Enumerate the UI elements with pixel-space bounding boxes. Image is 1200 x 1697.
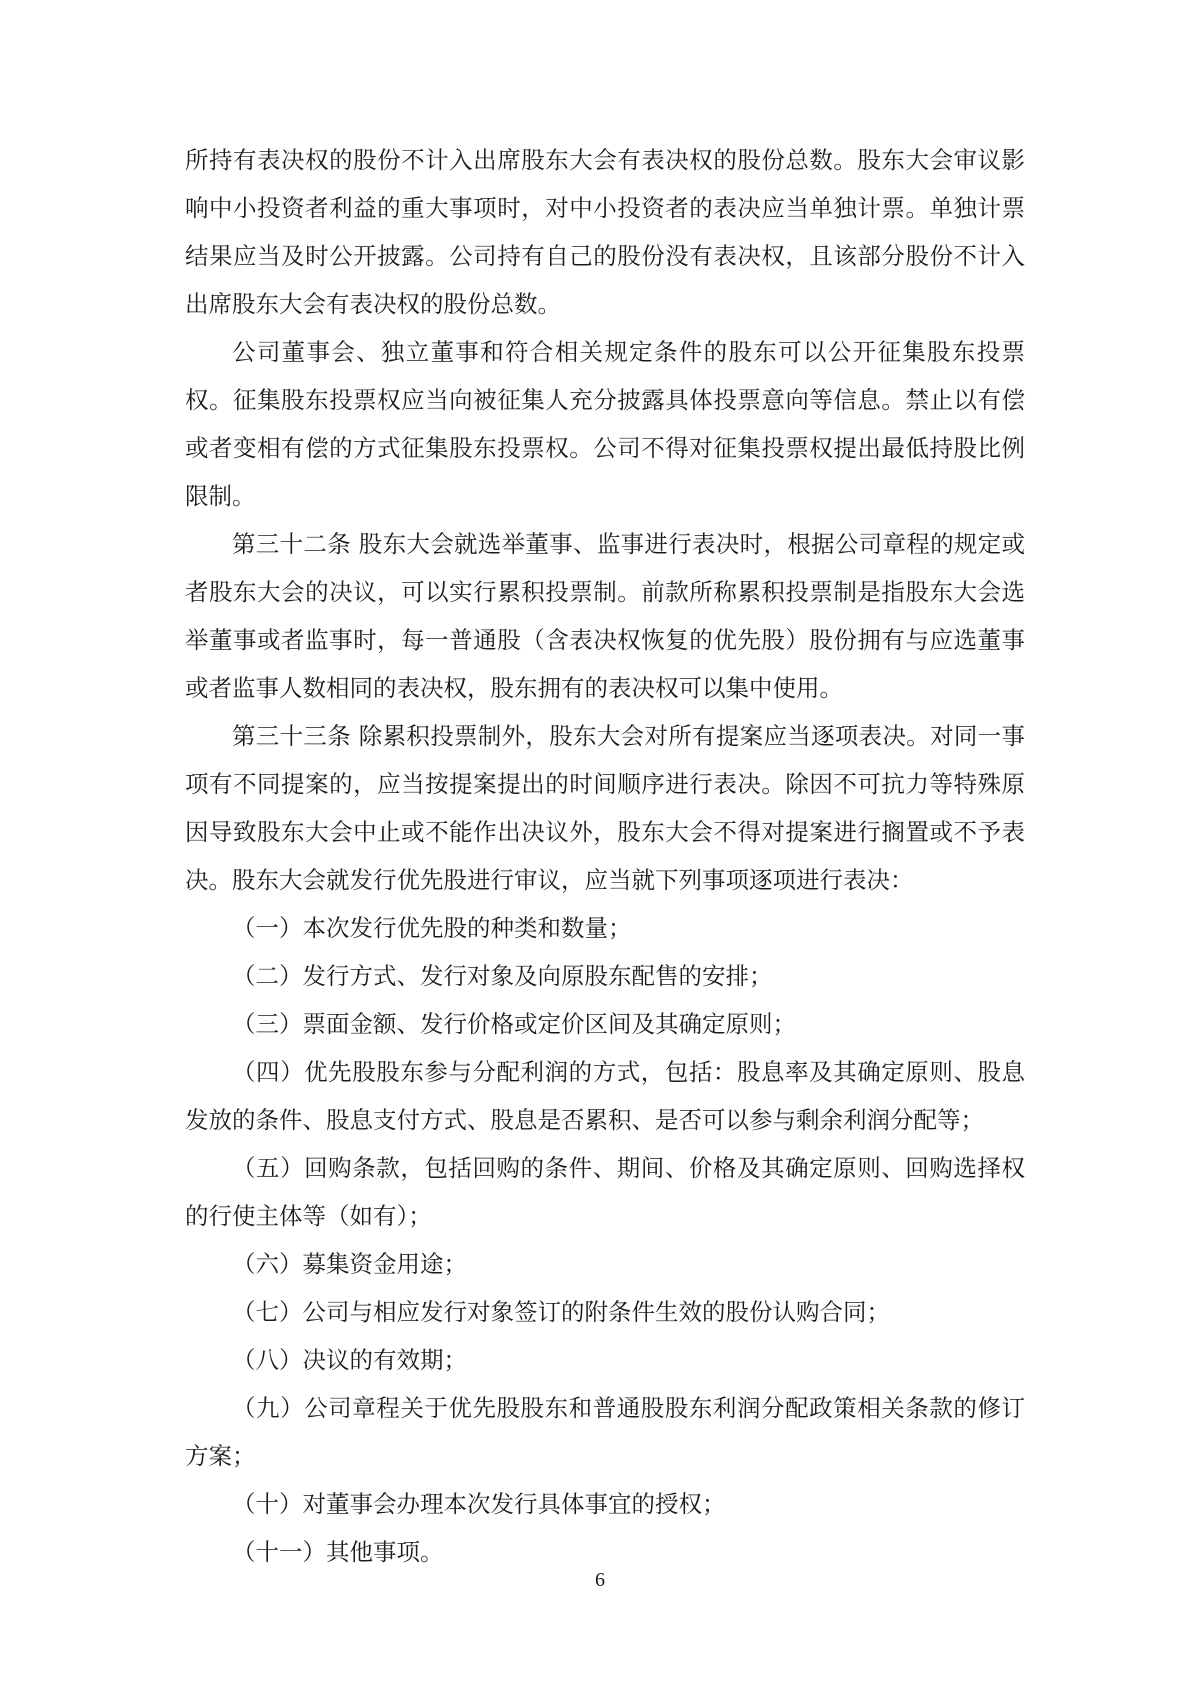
list-item-11: （十一）其他事项。 [232, 1538, 444, 1566]
page-number: 6 [595, 1569, 605, 1591]
paragraph-article-33: 第三十三条 除累积投票制外，股东大会对所有提案应当逐项表决。对同一事项有不同提案的，应当按提案提出的时间顺序进行表决。除因不可抗力等特殊原因导致股东大会中止或不能作出决议外，股东大会不得对提案进行搁置或不予表决。股东大会就发行优先股进行审议，应当就下列事项逐项进行表决： [185, 722, 1025, 894]
document-body [185, 136, 1025, 1576]
list-item-4: （四）优先股股东参与分配利润的方式，包括：股息率及其确定原则、股息发放的条件、股息支付方式、股息是否累积、是否可以参与剩余利润分配等； [185, 1058, 1025, 1134]
paragraph-article-32: 第三十二条 股东大会就选举董事、监事进行表决时，根据公司章程的规定或者股东大会的决议，可以实行累积投票制。前款所称累积投票制是指股东大会选举董事或者监事时，每一普通股（含表决权恢复的优先股）股份拥有与应选董事或者监事人数相同的表决权，股东拥有的表决权可以集中使用。 [185, 530, 1025, 702]
list-item-1: （一）本次发行优先股的种类和数量； [232, 914, 632, 942]
list-item-9: （九）公司章程关于优先股股东和普通股股东利润分配政策相关条款的修订方案； [185, 1394, 1025, 1470]
list-item-10: （十）对董事会办理本次发行具体事宜的授权； [232, 1490, 726, 1518]
list-item-6: （六）募集资金用途； [232, 1250, 467, 1278]
list-item-7: （七）公司与相应发行对象签订的附条件生效的股份认购合同； [232, 1298, 890, 1326]
paragraph-continuation: 所持有表决权的股份不计入出席股东大会有表决权的股份总数。股东大会审议影响中小投资者利益的重大事项时，对中小投资者的表决应当单独计票。单独计票结果应当及时公开披露。公司持有自己的股份没有表决权，且该部分股份不计入出席股东大会有表决权的股份总数。 [185, 146, 1025, 318]
list-item-8: （八）决议的有效期； [232, 1346, 467, 1374]
paragraph-vote-solicitation: 公司董事会、独立董事和符合相关规定条件的股东可以公开征集股东投票权。征集股东投票权应当向被征集人充分披露具体投票意向等信息。禁止以有偿或者变相有偿的方式征集股东投票权。公司不得对征集投票权提出最低持股比例限制。 [185, 338, 1025, 510]
list-item-5: （五）回购条款，包括回购的条件、期间、价格及其确定原则、回购选择权的行使主体等（如有）； [185, 1154, 1025, 1230]
list-item-2: （二）发行方式、发行对象及向原股东配售的安排； [232, 962, 773, 990]
list-item-3: （三）票面金额、发行价格或定价区间及其确定原则； [232, 1010, 796, 1038]
